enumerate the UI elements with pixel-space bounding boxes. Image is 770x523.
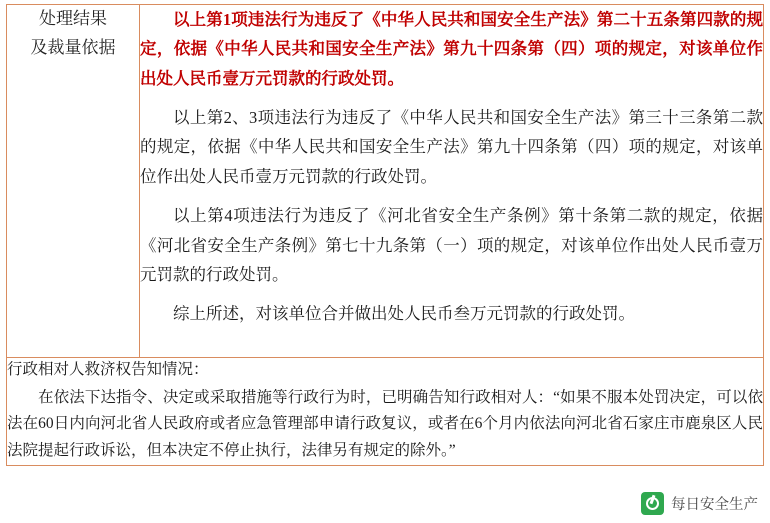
row-label-handling-result (7, 5, 140, 358)
penalty-decision-table (6, 4, 764, 466)
row-label-line-1: 处理结果 (39, 9, 107, 28)
row-label-line-2: 及裁量依据 (30, 37, 116, 57)
handling-result-content (140, 5, 764, 358)
relief-rights-notice-title: 行政相对人救济权告知情况： (7, 361, 209, 378)
footer-watermark (641, 492, 758, 515)
table-row (7, 5, 764, 358)
paragraph-violation-item-4: 以上第4项违法行为违反了《河北省安全生产条例》第十条第二款的规定，依据《河北省安全生产条例》第七十九条第（一）项的规定，对该单位作出处人民币壹万元罚款的行政处罚。 (140, 206, 763, 284)
relief-rights-notice-body: 在依法下达指令、决定或采取措施等行政行为时，已明确告知行政相对人：“如果不服本处罚决定，可以依法在60日内向河北省人民政府或者应急管理部申请行政复议，或者在6个月内依法向河北省石家庄市鹿泉区人民法院提起行政诉讼，但本决定不停止执行，法律另有规定的除外。” (7, 388, 763, 460)
relief-rights-notice-cell (7, 358, 764, 466)
table-row (7, 358, 764, 466)
paragraph-summary-total-fine: 综上所述，对该单位合并做出处人民币叁万元罚款的行政处罚。 (173, 304, 635, 324)
paragraph-violation-items-2-3: 以上第2、3项违法行为违反了《中华人民共和国安全生产法》第三十三条第二款的规定，依据《中华人民共和国安全生产法》第九十四条第（四）项的规定，对该单位作出处人民币壹万元罚款的行政处罚。 (140, 108, 763, 186)
footer-account-name: 每日安全生产 (671, 497, 758, 513)
shield-check-icon (641, 492, 664, 515)
paragraph-violation-item-1: 以上第1项违法行为违反了《中华人民共和国安全生产法》第二十五条第四款的规定，依据《中华人民共和国安全生产法》第九十四条第（四）项的规定，对该单位作出处人民币壹万元罚款的行政处罚。 (140, 10, 763, 88)
